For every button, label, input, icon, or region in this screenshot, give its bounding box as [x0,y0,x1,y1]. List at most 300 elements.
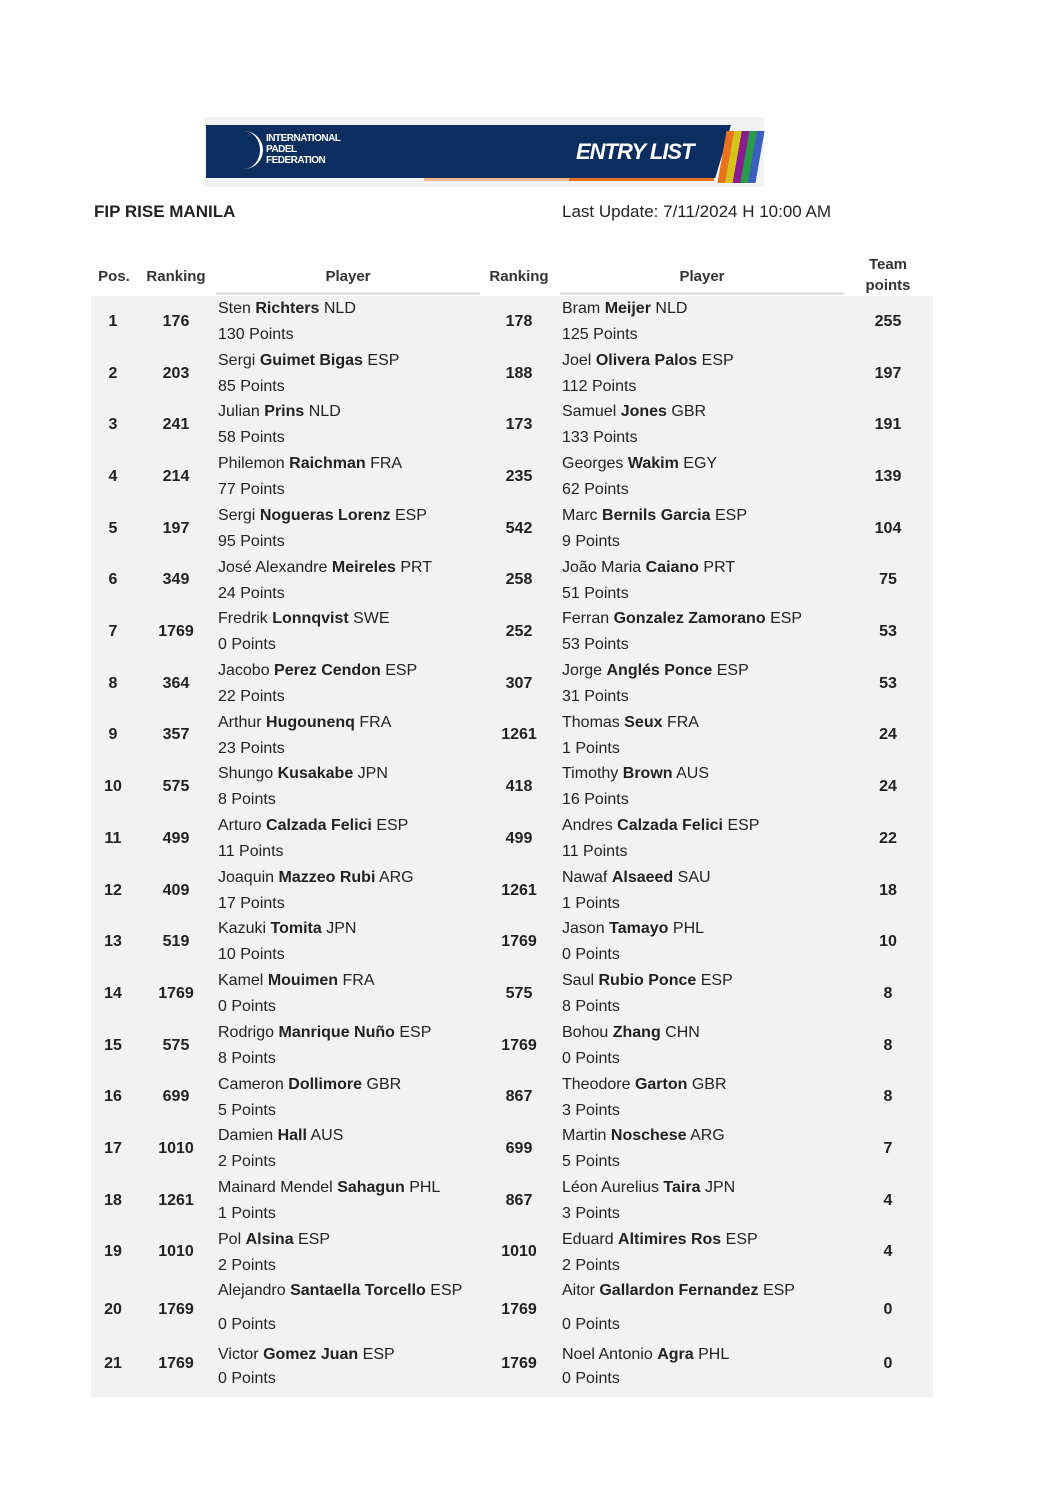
table-row [91,1227,933,1279]
player-country: PRT [703,558,736,576]
player-points: 0 Points [218,636,276,654]
player-first-name: Nawaf [562,868,608,886]
position: 21 [104,1355,122,1373]
player-last-name: Kusakabe [277,765,354,783]
player-name [218,865,414,891]
player-country: ESP [701,351,734,369]
player-country: PRT [400,558,433,576]
table-row [91,968,933,1020]
position: 6 [108,571,118,589]
player-country: GBR [671,403,707,421]
player-last-name: Olivera Palos [595,351,698,369]
player-points: 77 Points [218,481,285,499]
header-player-1: Player [216,268,480,295]
player-points: 8 Points [218,791,276,809]
ranking-2: 307 [505,674,533,692]
player-name [562,1175,735,1201]
table-row [91,865,933,917]
player-last-name: Guimet Bigas [259,351,363,369]
player-points: 1 Points [562,894,620,912]
ranking-1: 203 [162,364,190,382]
player-last-name: Taira [663,1178,701,1196]
player-name [562,761,709,787]
player-name [562,1123,725,1149]
ranking-2: 1010 [501,1243,537,1261]
player-country: FRA [370,455,403,473]
player-first-name: Cameron [218,1075,284,1093]
player-name [562,813,759,839]
position: 7 [108,623,118,641]
player-first-name: João Maria [562,558,642,576]
player-name [218,1020,431,1046]
entry-list-label: ENTRY LIST [576,139,694,164]
player-name [218,916,356,942]
player-country: SWE [353,610,390,628]
position: 18 [104,1191,122,1209]
ranking-1: 409 [162,881,190,899]
ranking-2: 178 [505,312,533,330]
ranking-1: 1010 [158,1243,194,1261]
player-name [562,606,802,632]
player-country: ESP [700,972,733,990]
position: 8 [108,674,118,692]
player-country: ESP [394,506,427,524]
player-last-name: Perez Cendon [274,661,381,679]
player-last-name: Nogueras Lorenz [259,506,391,524]
player-first-name: Fredrik [218,610,268,628]
player-last-name: Calzada Felici [266,817,372,834]
player-country: GBR [691,1075,727,1093]
player-name [562,1072,727,1098]
position: 13 [104,933,122,951]
player-name [218,813,408,839]
player-points: 31 Points [562,687,629,705]
table-row [91,1020,933,1072]
player-country: AUS [676,765,710,783]
player-points: 3 Points [562,1204,620,1222]
team-points: 22 [879,829,897,847]
player-last-name: Noschese [610,1127,687,1145]
player-last-name: Raichman [289,455,366,473]
player-points: 2 Points [562,1256,620,1274]
position: 15 [104,1036,122,1054]
header-ranking-1: Ranking [146,268,206,285]
player-first-name: Noel Antonio [562,1346,653,1364]
player-name [562,399,706,425]
banner-underline [424,178,714,181]
player-last-name: Santaella Torcello [290,1282,426,1300]
player-points: 3 Points [562,1101,620,1119]
player-name [218,399,341,425]
player-name [218,710,391,736]
player-last-name: Brown [622,765,673,783]
player-first-name: Ferran [562,610,610,628]
player-points: 0 Points [562,946,620,964]
position: 1 [108,312,118,330]
player-first-name: Martin [562,1127,607,1145]
player-first-name: Sten [218,300,251,317]
player-name [562,916,704,942]
player-name [562,503,747,529]
ranking-1: 575 [162,778,190,796]
fip-logo-text: INTERNATIONAL PADEL FEDERATION [266,133,341,166]
ranking-1: 1769 [158,1355,194,1373]
player-points: 8 Points [218,1049,276,1067]
table-row [91,813,933,865]
player-first-name: Shungo [218,765,274,783]
player-name [218,1227,330,1253]
ranking-2: 258 [505,571,533,589]
position: 17 [104,1140,122,1158]
ranking-1: 241 [162,416,190,434]
table-row [91,1342,933,1386]
player-name [562,968,733,994]
player-name [218,1278,462,1304]
player-last-name: Meijer [604,300,651,317]
table-row [91,555,933,607]
player-first-name: Victor [218,1346,259,1364]
header-ranking-2: Ranking [489,268,549,285]
player-first-name: Timothy [562,765,619,783]
player-last-name: Anglés Ponce [606,661,713,679]
player-name [218,606,390,632]
ranking-1: 197 [162,519,190,537]
player-last-name: Agra [657,1346,694,1364]
player-first-name: Kazuki [218,920,267,938]
player-country: NLD [655,300,688,317]
player-country: NLD [323,300,356,317]
ranking-1: 349 [162,571,190,589]
ranking-2: 1261 [501,726,537,744]
player-name [218,761,388,787]
player-points: 5 Points [218,1101,276,1119]
team-points: 4 [883,1191,893,1209]
ranking-2: 867 [505,1191,533,1209]
player-first-name: Damien [218,1127,274,1145]
player-name [562,865,711,891]
player-points: 24 Points [218,584,285,602]
player-country: ESP [362,1346,395,1364]
player-first-name: Theodore [562,1075,631,1093]
player-last-name: Manrique Nuño [278,1023,395,1041]
player-name [218,968,374,994]
player-points: 53 Points [562,636,629,654]
player-name [218,658,417,684]
player-name [218,1175,440,1201]
player-last-name: Tamayo [609,920,669,938]
player-points: 22 Points [218,687,285,705]
player-last-name: Prins [264,403,305,421]
ranking-2: 699 [505,1140,533,1158]
player-country: ESP [770,610,803,628]
player-first-name: Marc [562,506,598,524]
position: 11 [104,829,122,847]
player-last-name: Alsina [245,1230,294,1248]
player-name [562,451,717,477]
ranking-1: 699 [162,1088,190,1106]
ranking-1: 519 [162,933,190,951]
player-last-name: Sahagun [337,1178,405,1196]
player-points: 0 Points [218,1370,276,1388]
ranking-1: 1261 [158,1191,194,1209]
player-country: ESP [385,661,418,679]
player-points: 112 Points [562,377,637,395]
player-country: NLD [308,403,341,421]
player-last-name: Seux [624,713,663,731]
player-points: 0 Points [562,1370,620,1388]
player-name [562,296,687,322]
ranking-1: 1769 [158,984,194,1002]
player-country: AUS [310,1127,344,1145]
player-first-name: Jacobo [218,661,270,679]
player-points: 0 Points [218,998,276,1016]
player-last-name: Bernils Garcia [602,506,711,524]
player-name [218,348,399,374]
player-last-name: Wakim [627,455,679,473]
player-points: 125 Points [562,326,638,343]
player-last-name: Calzada Felici [617,817,723,834]
ranking-1: 499 [162,829,190,847]
player-country: PHL [672,920,705,938]
ranking-2: 188 [505,364,533,382]
player-country: ARG [690,1127,725,1145]
player-first-name: Eduard [562,1230,614,1248]
player-country: CHN [665,1023,700,1041]
table-row [91,1175,933,1227]
ranking-2: 1769 [501,1355,537,1373]
ranking-2: 1769 [501,1301,537,1319]
player-first-name: Jorge [562,661,603,679]
position: 4 [108,467,118,485]
team-points: 0 [883,1301,893,1319]
ranking-2: 499 [505,829,533,847]
ranking-1: 1769 [158,1301,194,1319]
player-first-name: Aitor [562,1282,595,1300]
position: 19 [104,1243,122,1261]
player-last-name: Hugounenq [266,713,355,731]
ranking-2: 173 [505,416,533,434]
ranking-2: 418 [505,778,533,796]
player-country: JPN [326,920,357,938]
player-last-name: Hall [277,1127,307,1145]
player-country: ESP [367,351,400,369]
team-points: 104 [874,519,902,537]
player-name [562,1227,758,1253]
player-country: GBR [366,1075,402,1093]
table-row [91,606,933,658]
player-country: ESP [714,506,747,524]
player-name [562,1020,700,1046]
table-row [91,1123,933,1175]
player-last-name: Meireles [331,558,396,576]
player-name [218,503,427,529]
table-row [91,348,933,400]
player-country: FRA [359,713,392,731]
team-points: 7 [883,1140,893,1158]
position: 5 [108,519,118,537]
ranking-2: 1769 [501,1036,537,1054]
player-last-name: Mouimen [267,972,339,990]
team-points: 8 [883,984,893,1002]
player-points: 23 Points [218,739,285,757]
player-first-name: Mainard Mendel [218,1178,333,1196]
player-points: 17 Points [218,894,285,912]
player-last-name: Jones [620,403,667,421]
player-first-name: Philemon [218,455,285,473]
header-player-2: Player [560,268,844,295]
table-row [91,761,933,813]
player-first-name: Georges [562,455,624,473]
player-name [218,296,356,322]
player-country: EGY [683,455,718,473]
player-last-name: Caiano [645,558,699,576]
table-row [91,658,933,710]
ranking-2: 575 [505,984,533,1002]
player-country: ESP [376,817,409,834]
player-points: 1 Points [562,739,620,757]
team-points: 139 [874,467,902,485]
player-country: ESP [725,1230,758,1248]
team-points: 197 [874,364,902,382]
ranking-2: 235 [505,467,533,485]
ranking-1: 357 [162,726,190,744]
player-name [562,348,734,374]
player-last-name: Gonzalez Zamorano [613,610,766,628]
player-first-name: Saul [562,972,595,990]
player-last-name: Dollimore [288,1075,363,1093]
player-country: ESP [762,1282,795,1300]
player-country: ARG [378,868,414,886]
player-name [218,1072,401,1098]
team-points: 255 [874,312,902,330]
table-row [91,503,933,555]
last-update: Last Update: 7/11/2024 H 10:00 AM [562,202,832,221]
player-points: 2 Points [218,1153,276,1171]
player-country: ESP [298,1230,331,1248]
ranking-2: 542 [505,519,533,537]
player-first-name: Andres [562,817,613,834]
player-first-name: Sergi [218,506,256,524]
header-pos: Pos. [98,268,130,285]
player-points: 16 Points [562,791,629,809]
team-points: 24 [879,778,897,796]
player-points: 0 Points [218,1316,276,1334]
ranking-1: 364 [162,674,190,692]
player-first-name: Thomas [562,713,620,731]
team-points: 75 [879,571,897,589]
player-name [218,451,402,477]
ranking-1: 214 [162,467,190,485]
player-country: PHL [409,1178,441,1196]
player-points: 1 Points [218,1204,276,1222]
banner-stripes [717,131,764,183]
player-first-name: Joel [562,351,592,369]
team-points: 24 [879,726,897,744]
ranking-2: 1261 [501,881,537,899]
ranking-2: 1769 [501,933,537,951]
player-country: ESP [399,1023,432,1041]
team-points: 191 [874,416,902,434]
player-first-name: Joaquin [218,868,275,886]
ranking-1: 176 [162,312,190,330]
table-row [91,710,933,762]
player-points: 58 Points [218,429,285,447]
ranking-2: 252 [505,623,533,641]
position: 2 [108,364,118,382]
player-points: 11 Points [218,843,284,860]
table-row [91,451,933,503]
player-country: ESP [430,1282,463,1300]
player-points: 51 Points [562,584,629,602]
tournament-title: FIP RISE MANILA [94,202,236,221]
table-row [91,1278,933,1342]
player-country: FRA [342,972,375,990]
player-name [218,555,432,581]
player-points: 95 Points [218,532,285,550]
player-first-name: Léon Aurelius [562,1178,659,1196]
player-first-name: Pol [218,1230,242,1248]
player-country: PHL [698,1346,730,1364]
player-name [562,710,699,736]
player-name [562,555,735,581]
team-points: 53 [879,674,897,692]
player-first-name: Arturo [218,817,262,834]
team-points: 0 [883,1355,893,1373]
player-last-name: Garton [634,1075,688,1093]
position: 14 [104,984,122,1002]
player-first-name: José Alexandre [218,558,328,576]
header-team-points: Team points [865,256,911,294]
table-row [91,916,933,968]
player-last-name: Gallardon Fernandez [599,1282,759,1300]
player-first-name: Sergi [218,351,256,369]
player-first-name: Kamel [218,972,264,990]
player-points: 85 Points [218,377,285,395]
player-first-name: Bohou [562,1023,609,1041]
player-country: SAU [677,868,711,886]
player-first-name: Arthur [218,713,262,731]
entry-table [91,296,933,1397]
fip-entry-list-banner [204,117,764,187]
team-points: 4 [883,1243,893,1261]
player-name [218,1123,343,1149]
ranking-1: 1010 [158,1140,194,1158]
player-points: 5 Points [562,1153,620,1171]
player-name [562,658,749,684]
table-row [91,1072,933,1124]
player-first-name: Bram [562,300,601,317]
player-name [218,1342,395,1368]
player-last-name: Gomez Juan [263,1346,359,1364]
position: 3 [108,416,118,434]
player-points: 133 Points [562,429,638,447]
ranking-1: 1769 [158,623,194,641]
position: 12 [104,881,122,899]
player-points: 62 Points [562,481,629,499]
player-country: JPN [357,765,388,783]
player-country: ESP [727,817,760,834]
player-first-name: Jason [562,920,605,938]
position: 9 [108,726,118,744]
player-country: JPN [704,1178,736,1196]
player-last-name: Rubio Ponce [598,972,697,990]
position: 16 [104,1088,122,1106]
player-first-name: Alejandro [218,1282,286,1300]
team-points: 8 [883,1088,893,1106]
team-points: 8 [883,1036,893,1054]
player-first-name: Samuel [562,403,617,421]
player-points: 0 Points [562,1316,620,1334]
